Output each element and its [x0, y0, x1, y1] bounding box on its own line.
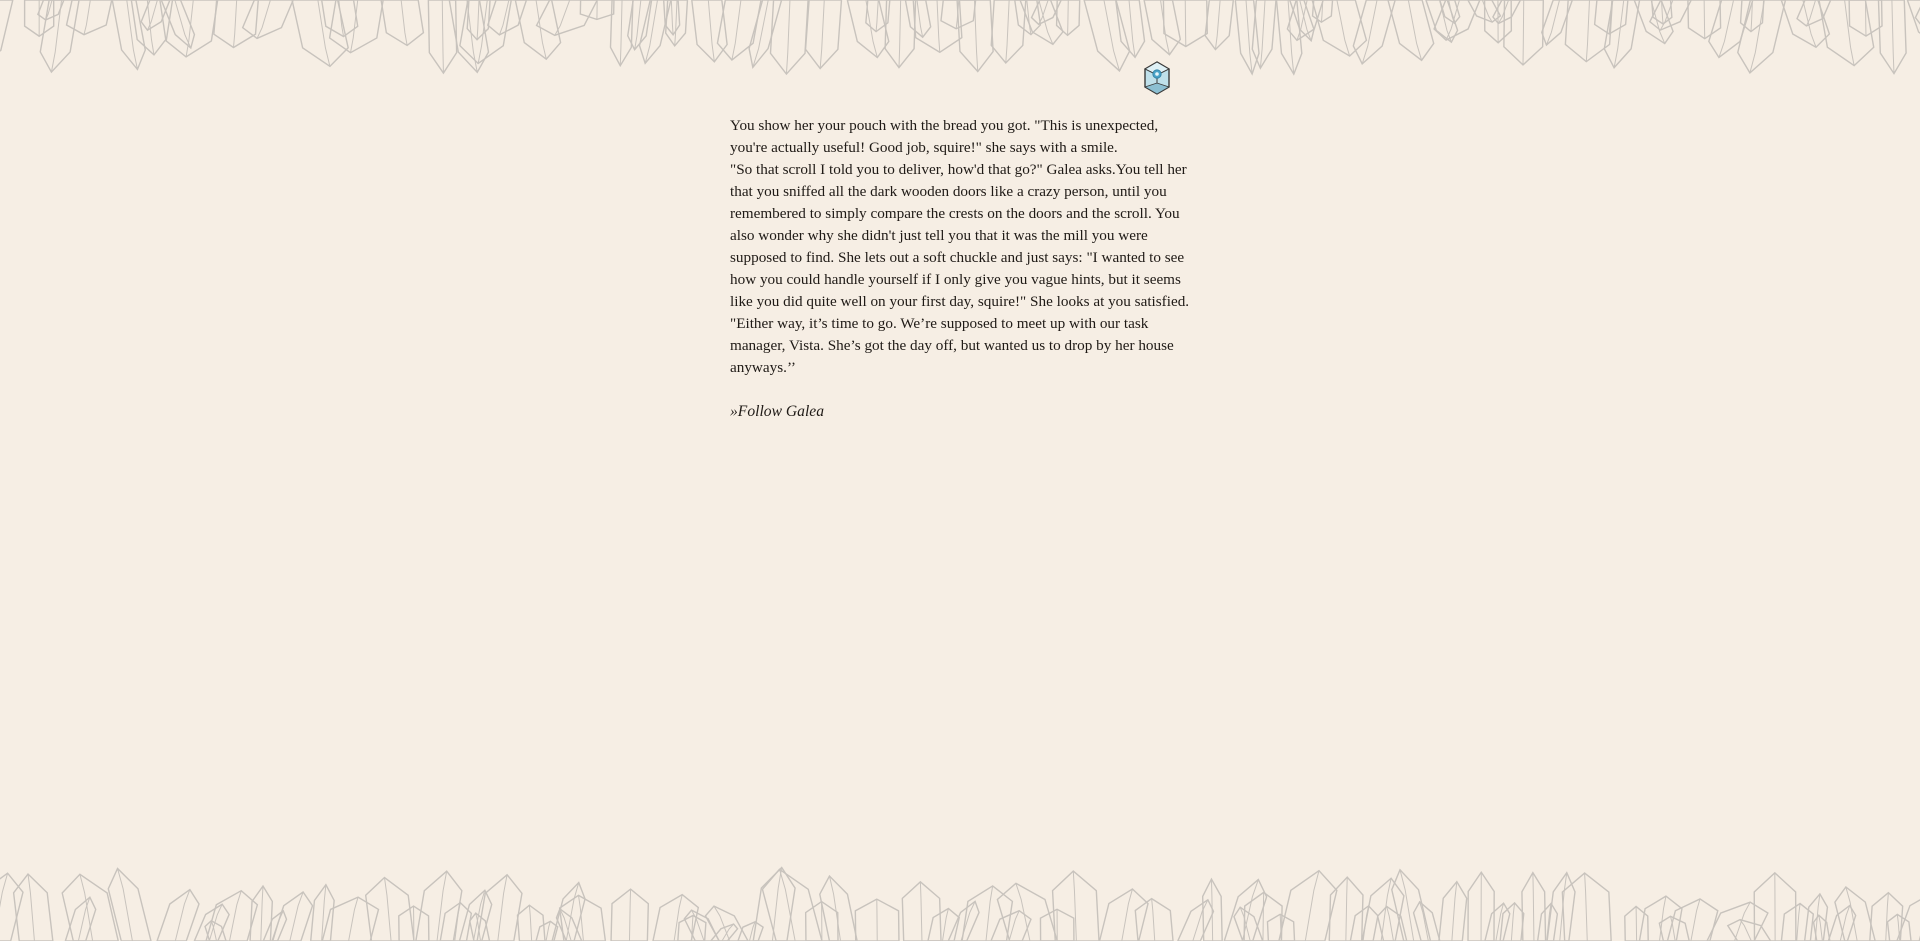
crystal-facet [917, 0, 923, 37]
choice-arrow: » [730, 403, 738, 420]
crystal-facet [118, 868, 133, 941]
crystal-shape [1738, 0, 1786, 73]
crystal-facet [942, 908, 948, 941]
crystal-facet [175, 890, 190, 941]
crystal-shape [1144, 0, 1180, 55]
crystal-facet [1381, 878, 1391, 941]
crystal-facet [620, 0, 622, 66]
crystal-facet [1886, 893, 1889, 941]
crystal-facet [1511, 903, 1514, 941]
crystal-facet [1546, 0, 1559, 45]
crystal-shape [997, 883, 1057, 941]
crystal-shape [272, 892, 312, 941]
crystal-facet [937, 0, 940, 52]
crystal-shape [459, 890, 491, 941]
crystal-facet [0, 873, 8, 941]
crystal-facet [384, 878, 391, 941]
crystal-shape [263, 911, 286, 941]
crystal-shape [705, 906, 748, 941]
crystal-facet [899, 0, 901, 68]
crystal-shape [1353, 0, 1395, 64]
crystal-facet [1452, 882, 1457, 941]
crystal-facet [1305, 871, 1319, 941]
crystal-facet [546, 921, 550, 941]
crystal-shape [537, 0, 598, 35]
crystal-facet [671, 0, 673, 35]
crystal-facet [820, 0, 824, 69]
crystal-facet [1346, 877, 1347, 941]
crystal-facet [708, 0, 714, 62]
crystal-shape [948, 901, 979, 941]
crystal-facet [28, 874, 34, 941]
crystal-facet [920, 882, 922, 941]
crystal-facet [1246, 0, 1252, 74]
crystal-facet [986, 886, 993, 941]
crystal-gem-icon[interactable] [1143, 61, 1171, 95]
crystal-facet [477, 0, 479, 40]
story-paragraph: "So that scroll I told you to deliver, how'd that go?" Galea asks.You tell her that you sniffed all the dark wooden doors like a crazy person, until you remembered to simply compare the crests on the doors and the scroll. You also wonder why she didn't just tell you that it was the mill you were supposed to find. She lets out a soft chuckle and just says: "I wanted to see how you could handle yourself if I only give you vague hints, but it seems like you did quite well on your first day, squire!" She looks at you satisfied. "Either way, it’s time to go. We’re supposed to meet up with our task manager, Vista. She’s got the day off, but wanted us to drop by her house anyways.’’ [730, 161, 1190, 376]
crystal-facet [1211, 879, 1212, 941]
crystal-shape [1915, 0, 1920, 24]
crystal-shape [141, 0, 170, 30]
crystal-facet [1387, 906, 1394, 941]
crystal-shape [243, 0, 293, 38]
crystal-shape [753, 867, 795, 941]
crystal-shape [157, 890, 199, 941]
crystal-facet [230, 891, 242, 941]
crystal-facet [498, 875, 507, 941]
story-paragraph: You show her your pouch with the bread you got. "This is unexpected, you're actually useful! Good job, squire!" she says with a smile. [730, 117, 1159, 156]
crystal-facet [974, 0, 977, 72]
crystal-facet [51, 0, 61, 72]
crystal-facet [401, 0, 407, 45]
crystal-shape [488, 0, 527, 35]
crystal-shape [1388, 0, 1434, 60]
crystal-facet [1122, 889, 1133, 941]
crystal-facet [1892, 0, 1894, 74]
crystal-shape [1290, 0, 1314, 41]
crystal-facet [1006, 0, 1009, 63]
crystal-facet [1797, 904, 1800, 941]
crystal-facet [732, 0, 741, 60]
crystal-shape [749, 0, 781, 67]
choice-link-follow-galea[interactable] [730, 401, 824, 423]
crystal-facet [1704, 0, 1705, 39]
crystal-facet [555, 0, 570, 35]
crystal-shape [0, 873, 23, 941]
crystal-facet [1636, 906, 1637, 941]
crystal-shape [108, 868, 151, 941]
crystal-shape [1493, 0, 1521, 24]
crystal-facet [1215, 0, 1220, 50]
crystal-shape [1279, 871, 1337, 941]
crystal-facet [1152, 899, 1155, 941]
choice-label: Follow Galea [737, 403, 824, 420]
crystal-shape [1100, 889, 1148, 941]
crystal-facet [1586, 0, 1589, 62]
crystal-facet [1016, 883, 1030, 941]
crystal-facet [1185, 0, 1186, 47]
crystal-facet [233, 0, 236, 47]
crystal-facet [786, 0, 790, 74]
crystal-facet [261, 886, 263, 941]
crystal-facet [349, 897, 358, 941]
top-crystal-border [0, 0, 1920, 80]
crystal-shape [1709, 0, 1753, 57]
crystal-facet [1161, 0, 1170, 55]
crystal-border-top-svg [0, 0, 1920, 80]
crystal-shape [1728, 920, 1771, 941]
crystal-facet [529, 905, 531, 941]
crystal-facet [499, 0, 508, 35]
crystal-facet [1523, 0, 1524, 65]
crystal-facet [1659, 896, 1665, 941]
crystal-border-bottom-svg [0, 861, 1920, 941]
crystal-facet [629, 889, 630, 941]
crystal-shape [0, 0, 13, 70]
crystal-facet [1260, 0, 1265, 68]
crystal-facet [1129, 0, 1135, 57]
story-passage [730, 115, 1192, 423]
crystal-facet [84, 0, 90, 35]
crystal-facet [876, 0, 878, 32]
crystal-facet [1068, 0, 1069, 35]
crystal-shape [515, 0, 560, 59]
crystal-facet [1819, 915, 1823, 941]
crystal-facet [1585, 873, 1588, 941]
crystal-facet [339, 0, 344, 37]
crystal-facet [1691, 899, 1700, 941]
crystal-facet [1193, 900, 1208, 941]
bottom-crystal-border [0, 861, 1920, 941]
crystal-facet [1337, 0, 1350, 56]
crystal-facet [675, 0, 677, 46]
crystal-shape [112, 0, 145, 69]
crystal-shape [206, 891, 257, 941]
crystal-shape [847, 0, 888, 58]
crystal-facet [455, 903, 461, 941]
crystal-shape [1781, 0, 1829, 47]
crystal-shape [1634, 0, 1673, 44]
crystal-shape [1178, 900, 1214, 941]
crystal-facet [442, 0, 443, 73]
crystal-facet [1263, 892, 1264, 941]
crystal-facet [1533, 873, 1534, 941]
crystal-shape [1084, 0, 1130, 71]
